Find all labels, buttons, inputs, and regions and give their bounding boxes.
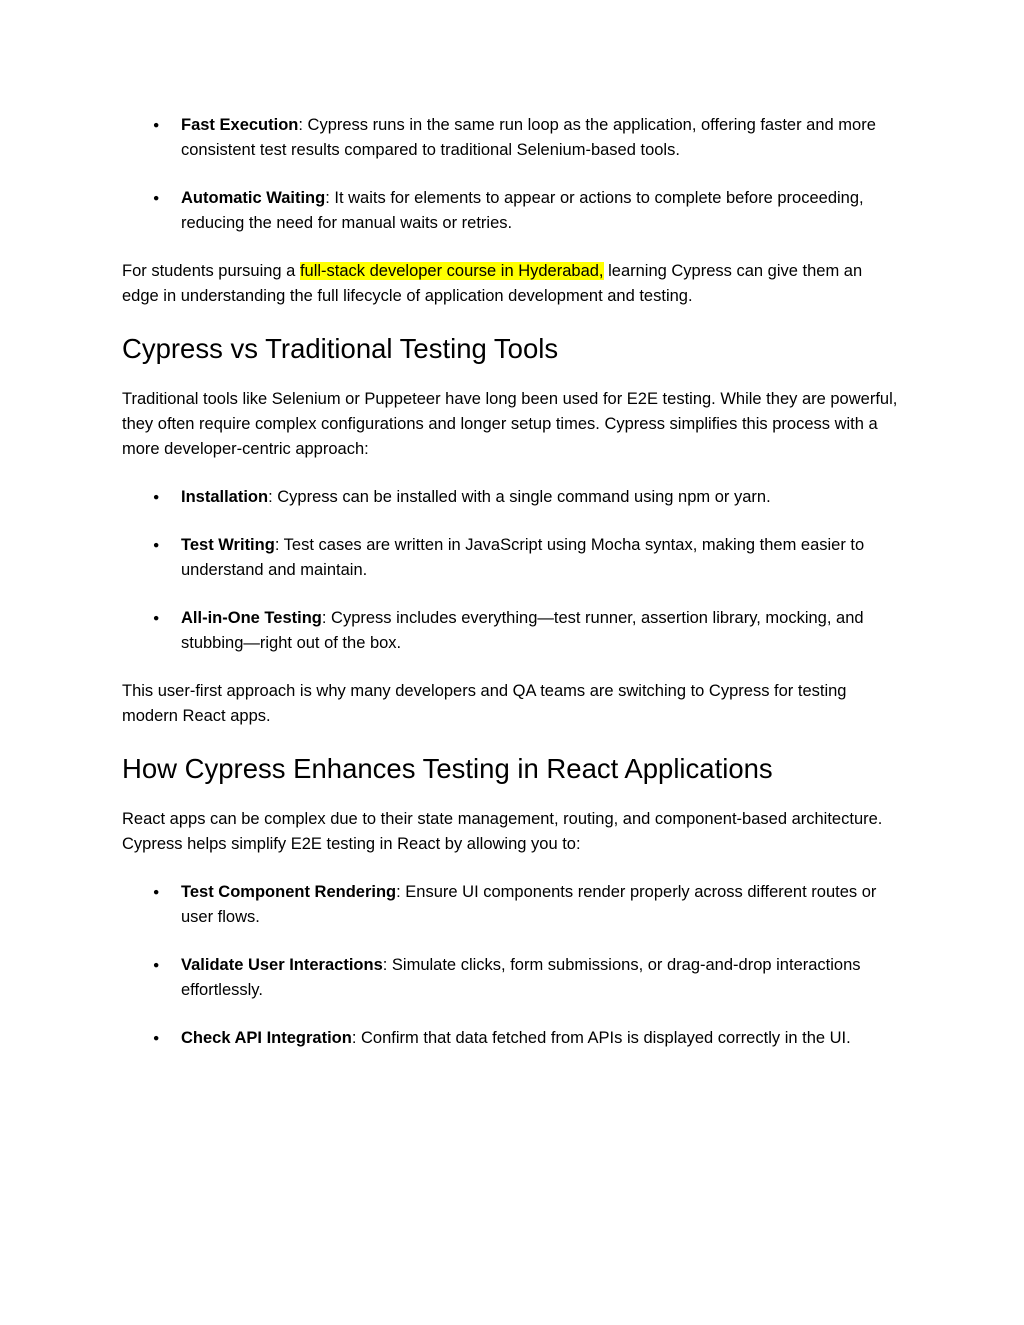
- bullet-label: Validate User Interactions: [181, 956, 383, 974]
- section2-bullet-list: [122, 880, 903, 1051]
- section1-intro-paragraph: Traditional tools like Selenium or Puppeteer have long been used for E2E testing. While they are powerful, they often require complex configurations and longer setup times. Cypress simplifies this process with a more developer-centric approach:: [122, 390, 898, 458]
- bullet-icon: ●: [153, 192, 160, 204]
- list-item: [122, 485, 903, 510]
- list-item-text: [181, 186, 903, 236]
- bullet-body: : It waits for elements to appear or actions to complete before proceeding, reducing the need for manual waits or retries.: [181, 189, 864, 232]
- bullet-icon: ●: [153, 959, 160, 971]
- section-heading-how-cypress-enhances: How Cypress Enhances Testing in React Applications: [122, 753, 773, 784]
- bullet-label: Test Component Rendering: [181, 883, 397, 901]
- bullet-icon: ●: [153, 119, 160, 131]
- list-item-text: [181, 953, 903, 1003]
- bullet-body: : Test cases are written in JavaScript using Mocha syntax, making them easier to understand and maintain.: [181, 536, 865, 579]
- list-item: [122, 186, 903, 236]
- paragraph-text: learning Cypress can give them an edge in understanding the full lifecycle of application development and testing.: [122, 262, 863, 305]
- list-item-text: [181, 880, 903, 930]
- bullet-label: Automatic Waiting: [181, 189, 326, 207]
- bullet-label: Installation: [181, 488, 269, 506]
- list-item: [122, 1026, 903, 1051]
- bullet-body: : Cypress runs in the same run loop as the application, offering faster and more consistent test results compared to traditional Selenium-based tools.: [181, 116, 876, 159]
- section1-closing-paragraph: This user-first approach is why many developers and QA teams are switching to Cypress for testing modern React apps.: [122, 682, 847, 725]
- bullet-body: : Cypress can be installed with a single command using npm or yarn.: [268, 488, 771, 506]
- list-item-text: [181, 485, 903, 510]
- list-item-text: [181, 113, 903, 163]
- bullet-label: Test Writing: [181, 536, 275, 554]
- bullet-label: Check API Integration: [181, 1029, 352, 1047]
- bullet-body: : Cypress includes everything—test runner, assertion library, mocking, and stubbing—right out of the box.: [181, 609, 864, 652]
- section2-intro-paragraph: React apps can be complex due to their state management, routing, and component-based architecture. Cypress helps simplify E2E testing in React by allowing you to:: [122, 810, 883, 853]
- bullet-body: : Ensure UI components render properly across different routes or user flows.: [181, 883, 877, 926]
- bullet-body: : Confirm that data fetched from APIs is displayed correctly in the UI.: [351, 1029, 851, 1047]
- list-item-text: [181, 1026, 903, 1051]
- list-item: [122, 113, 903, 163]
- list-item: [122, 533, 903, 583]
- bullet-body: : Simulate clicks, form submissions, or drag-and-drop interactions effortlessly.: [181, 956, 861, 999]
- section-heading-cypress-vs-traditional: Cypress vs Traditional Testing Tools: [122, 333, 559, 364]
- section1-bullet-list: [122, 485, 903, 656]
- intro-bullet-list: [122, 113, 903, 236]
- list-item: [122, 880, 903, 930]
- list-item-text: [181, 533, 903, 583]
- list-item-text: [181, 606, 903, 656]
- list-item: [122, 606, 903, 656]
- list-item: [122, 953, 903, 1003]
- bullet-icon: ●: [153, 612, 160, 624]
- bullet-icon: ●: [153, 539, 160, 551]
- bullet-label: All-in-One Testing: [181, 609, 322, 627]
- bullet-label: Fast Execution: [181, 116, 299, 134]
- highlighted-text: full-stack developer course in Hyderabad,: [299, 262, 604, 280]
- paragraph-text: For students pursuing a: [122, 262, 300, 280]
- bullet-icon: ●: [153, 491, 160, 503]
- bullet-icon: ●: [153, 886, 160, 898]
- highlight-paragraph: [122, 259, 903, 309]
- bullet-icon: ●: [153, 1032, 160, 1044]
